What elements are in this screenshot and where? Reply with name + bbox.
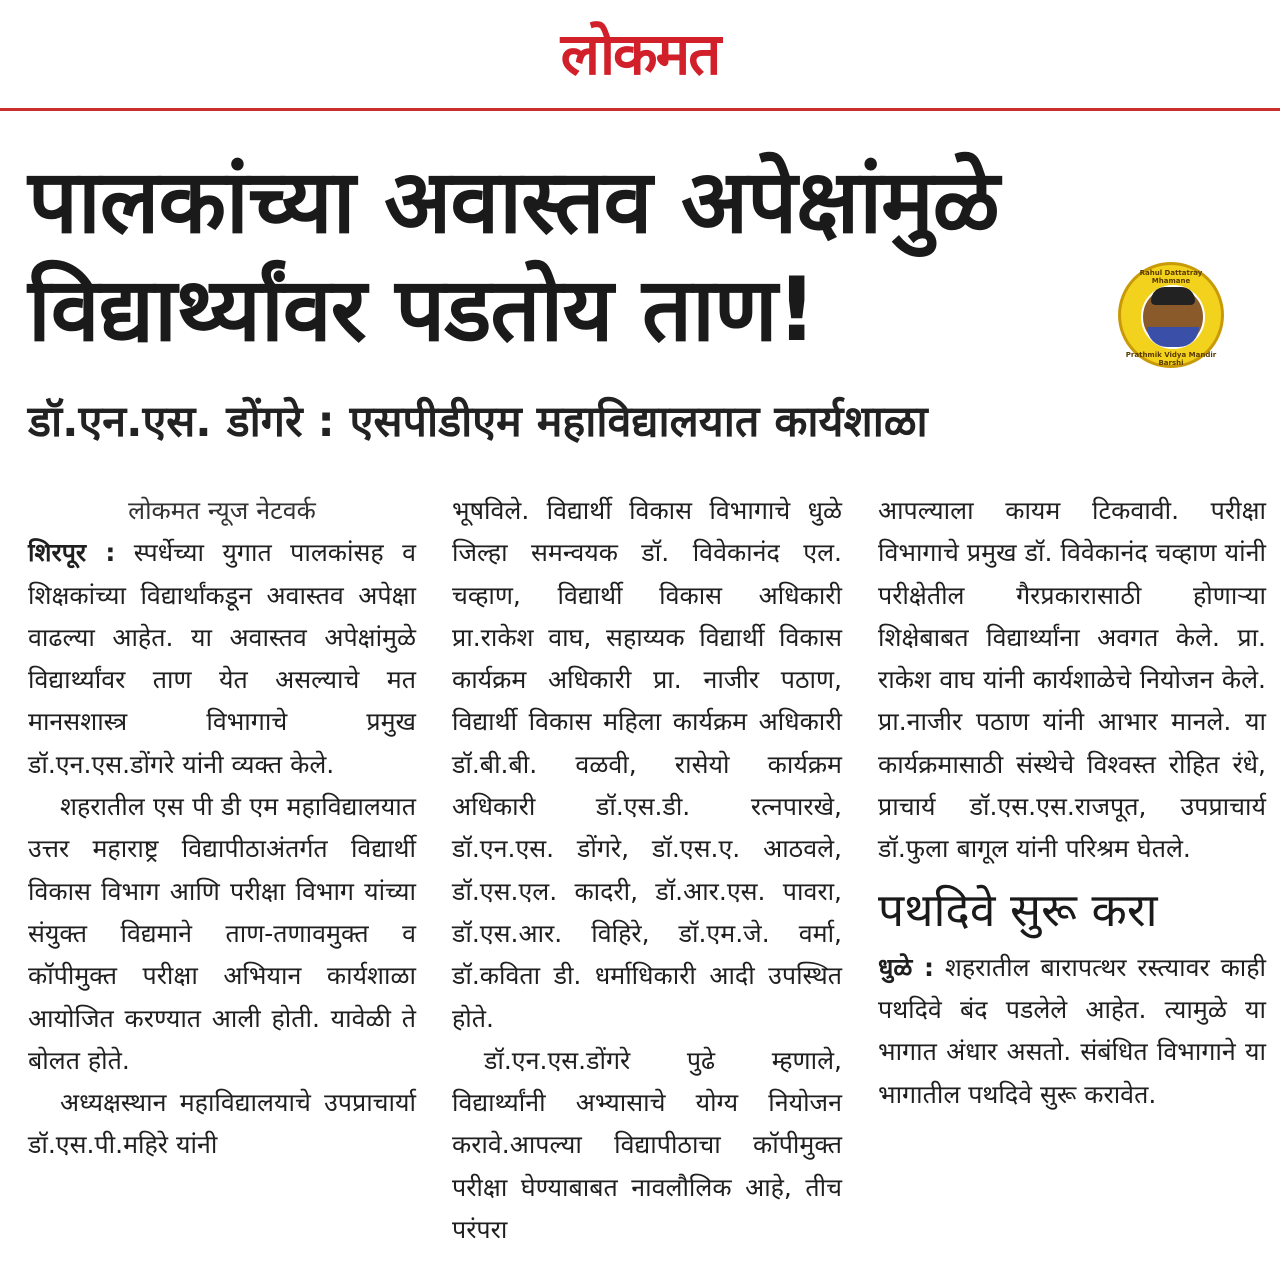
masthead-rule bbox=[0, 108, 1280, 111]
headline bbox=[28, 148, 1108, 364]
brief-heading: पथदिवे सुरू करा bbox=[878, 882, 1158, 937]
dateline: शिरपूर : bbox=[28, 538, 116, 568]
article-column-1 bbox=[28, 490, 416, 1167]
headline-line-2: विद्यार्थ्यांवर पडतोय ताण! bbox=[28, 258, 816, 361]
portrait-icon bbox=[1141, 285, 1205, 349]
badge-top-text: Rahul Dattatray Mhamane bbox=[1139, 269, 1203, 285]
article-column-3 bbox=[878, 490, 1266, 1116]
masthead bbox=[0, 0, 1280, 112]
paragraph-4-continued: आपल्याला कायम टिकवावी. परीक्षा विभागाचे प्रमुख डॉ. विवेकानंद चव्हाण यांनी परीक्षेतील गैरप्रकारासाठी होणाऱ्या शिक्षेबाबत विद्यार्थ्यांना अवगत केले. प्रा. राकेश वाघ यांनी कार्यशाळेचे नियोजन केले. प्रा.नाजीर पठाण यांनी आभार मानले. या कार्यक्रमासाठी संस्थेचे विश्वस्त रोहित रंधे, प्राचार्य डॉ.एस.एस.राजपूत, उपप्राचार्य डॉ.फुला बागूल यांनी परिश्रम घेतले. bbox=[878, 496, 1266, 864]
byline: लोकमत न्यूज नेटवर्क bbox=[128, 496, 316, 525]
article-column-2 bbox=[452, 490, 842, 1251]
paragraph-2: शहरातील एस पी डी एम महाविद्यालयात उत्तर महाराष्ट्र विद्यापीठाअंतर्गत विद्यार्थी विकास विभाग आणि परीक्षा विभाग यांच्या संयुक्त विद्यमाने ताण-तणावमुक्त व कॉपीमुक्त परीक्षा अभियान कार्यशाळा आयोजित करण्यात आली होती. यावेळी ते बोलत होते. bbox=[28, 792, 416, 1075]
brief-dateline: धुळे : bbox=[878, 952, 935, 982]
lokmat-logo: लोकमत bbox=[560, 20, 720, 88]
headline-line-1: पालकांच्या अवास्तव अपेक्षांमुळे bbox=[28, 150, 999, 253]
badge-bottom-text: Prathmik Vidya Mandir Barshi bbox=[1125, 351, 1217, 367]
subheadline: डॉ.एन.एस. डोंगरे : एसपीडीएम महाविद्यालयात कार्यशाळा bbox=[28, 397, 928, 447]
author-badge bbox=[1118, 262, 1224, 368]
paragraph-3-continued: भूषविले. विद्यार्थी विकास विभागाचे धुळे जिल्हा समन्वयक डॉ. विवेकानंद एल. चव्हाण, विद्यार्थी विकास अधिकारी प्रा.राकेश वाघ, सहाय्यक विद्यार्थी विकास कार्यक्रम अधिकारी प्रा. नाजीर पठाण, विद्यार्थी विकास महिला कार्यक्रम अधिकारी डॉ.बी.बी. वळवी, रासेयो कार्यक्रम अधिकारी डॉ.एस.डी. रत्नपारखे, डॉ.एन.एस. डोंगरे, डॉ.एस.ए. आठवले, डॉ.एस.एल. कादरी, डॉ.आर.एस. पावरा, डॉ.एस.आर. विहिरे, डॉ.एम.जे. वर्मा, डॉ.कविता डी. धर्माधिकारी आदी उपस्थित होते. bbox=[452, 496, 842, 1033]
brief-paragraph: धुळे : शहरातील बारापत्थर रस्त्यावर काही पथदिवे बंद पडलेले आहेत. त्यामुळे या भागात अंधार असतो. संबंधित विभागाने या भागातील पथदिवे सुरू करावेत. bbox=[878, 952, 1267, 1109]
paragraph-4-start: डॉ.एन.एस.डोंगरे पुढे म्हणाले, विद्यार्थ्यांनी अभ्यासाचे योग्य नियोजन करावे.आपल्या विद्यापीठाचा कॉपीमुक्त परीक्षा घेण्याबाबत नावलौलिक आहे, तीच परंपरा bbox=[452, 1045, 842, 1245]
paragraph-3-start: अध्यक्षस्थान महाविद्यालयाचे उपप्राचार्या डॉ.एस.पी.महिरे यांनी bbox=[28, 1088, 416, 1160]
paragraph-1: शिरपूर : स्पर्धेच्या युगात पालकांसह व शिक्षकांच्या विद्यार्थांकडून अवास्तव अपेक्षा वाढल्या आहेत. या अवास्तव अपेक्षांमुळे विद्यार्थ्यांवर ताण येत असल्याचे मत मानसशास्त्र विभागाचे प्रमुख डॉ.एन.एस.डोंगरे यांनी व्यक्त केले. bbox=[28, 538, 416, 779]
